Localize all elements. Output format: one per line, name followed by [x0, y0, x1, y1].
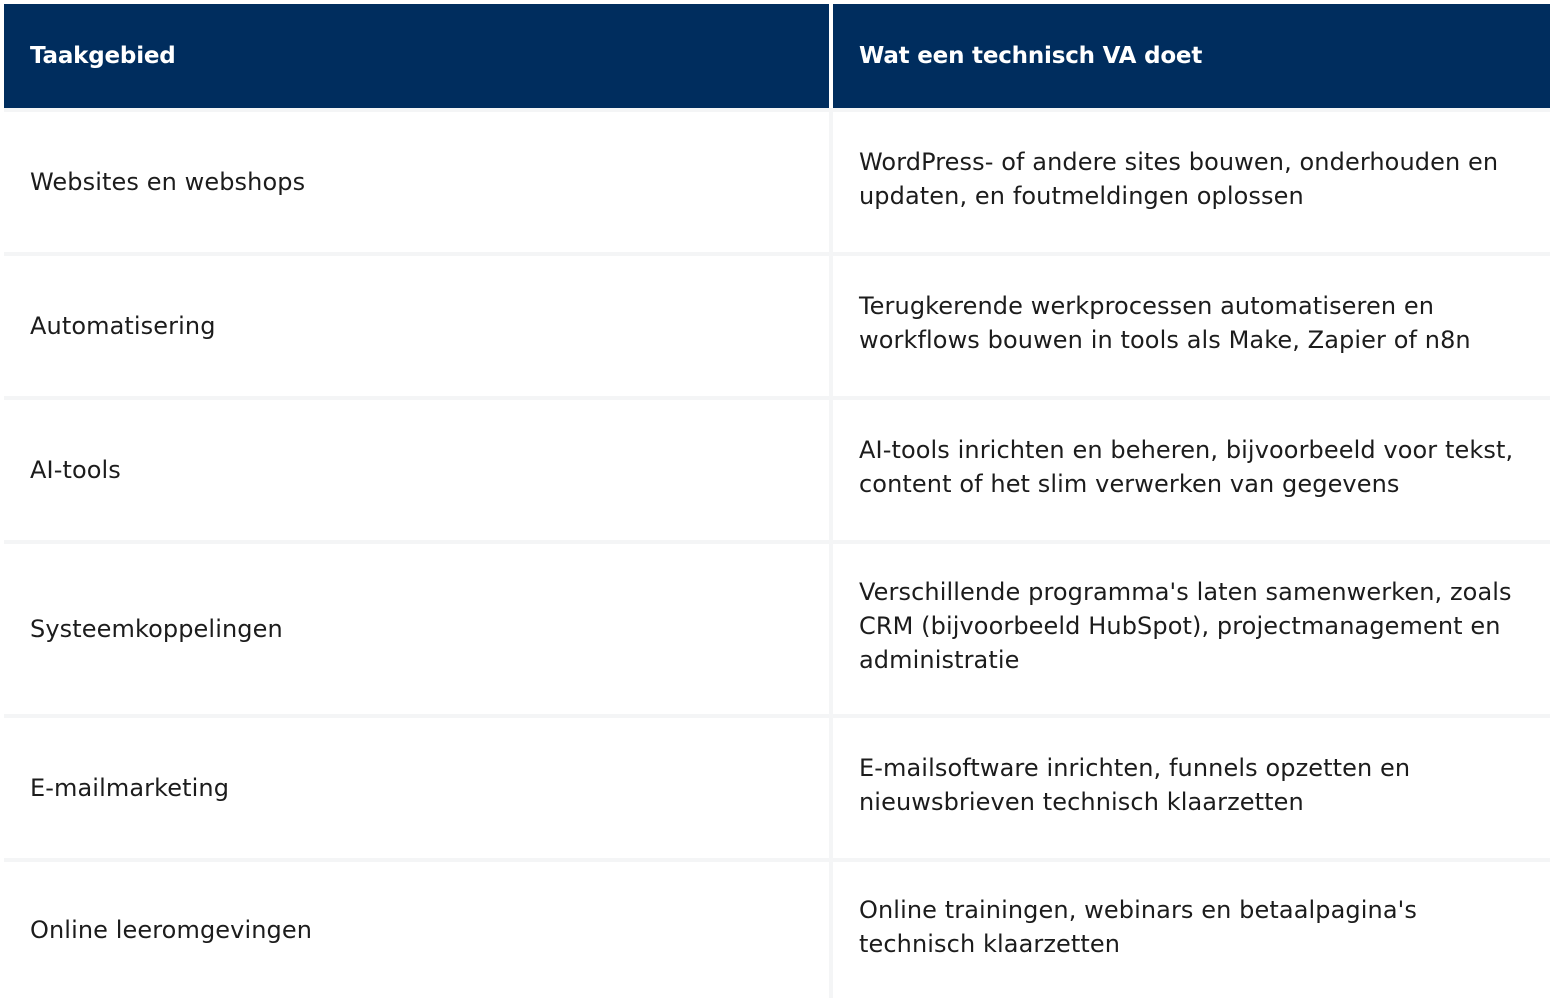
table-cell-area: Systeemkoppelingen	[4, 544, 829, 714]
tasks-table	[4, 4, 1550, 998]
table-cell-area: Websites en webshops	[4, 112, 829, 252]
header-taakgebied: Taakgebied	[4, 4, 829, 108]
table-cell-area: Online leeromgevingen	[4, 862, 829, 998]
table-cell-area: AI-tools	[4, 400, 829, 540]
table-cell-description: Verschillende programma's laten samenwerken, zoals CRM (bijvoorbeeld HubSpot), projectmanagement en administratie	[833, 544, 1550, 714]
table-cell-area: E-mailmarketing	[4, 718, 829, 858]
table-cell-description: AI-tools inrichten en beheren, bijvoorbeeld voor tekst, content of het slim verwerken van gegevens	[833, 400, 1550, 540]
table-cell-area: Automatisering	[4, 256, 829, 396]
header-description: Wat een technisch VA doet	[833, 4, 1550, 108]
table-cell-description: WordPress- of andere sites bouwen, onderhouden en updaten, en foutmeldingen oplossen	[833, 112, 1550, 252]
table-cell-description: E-mailsoftware inrichten, funnels opzetten en nieuwsbrieven technisch klaarzetten	[833, 718, 1550, 858]
table-cell-description: Online trainingen, webinars en betaalpagina's technisch klaarzetten	[833, 862, 1550, 998]
table-cell-description: Terugkerende werkprocessen automatiseren en workflows bouwen in tools als Make, Zapier of n8n	[833, 256, 1550, 396]
